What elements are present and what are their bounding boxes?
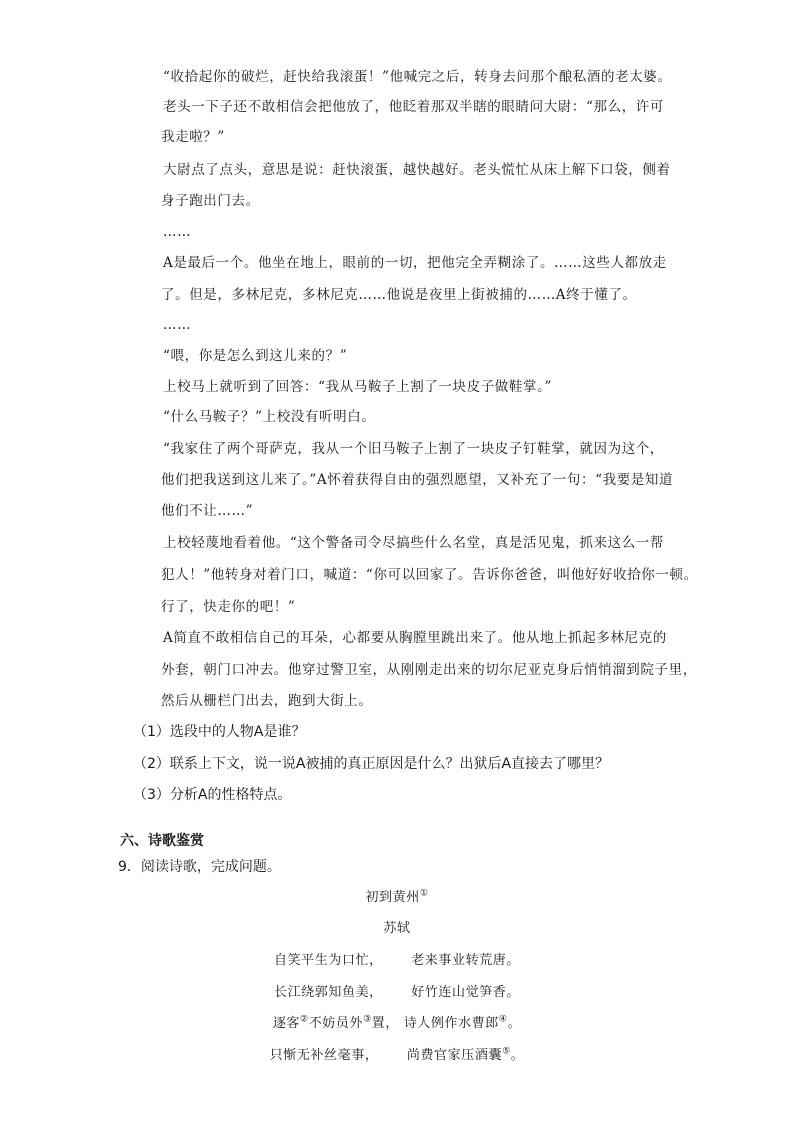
passage-line: 了。但是，多林尼克，多林尼克……他说是夜里上街被捕的……A终于懂了。: [161, 287, 637, 303]
poem-line: [0, 1015, 794, 1033]
passage-line: 老头一下子还不敢相信会把他放了，他眨着那双半瞎的眼睛问大尉：“那么，许可: [163, 99, 665, 115]
footnote-marker: ③: [363, 1014, 372, 1025]
footnote-marker: ④: [498, 1014, 508, 1025]
passage-line: A是最后一个。他坐在地上，眼前的一切，把他完全弄糊涂了。……这些人都放走: [163, 255, 667, 271]
poem-line-second-half: 好竹连山觉笋香。: [411, 985, 521, 1000]
poem-author: 苏轼: [383, 921, 411, 936]
passage-line: “我家住了两个哥萨克，我从一个旧马鞍子上割了一块皮子钉鞋掌，就因为这个，: [163, 441, 665, 457]
passage-line: 他们把我送到这儿来了。”A怀着获得自由的强烈愿望，又补充了一句：“我要是知道: [161, 472, 674, 488]
passage-ellipsis: ……: [163, 224, 192, 240]
passage-line: “什么马鞍子？”上校没有听明白。: [163, 409, 376, 425]
poem-text: 置，: [371, 1016, 399, 1031]
question-9-prompt: 9．阅读诗歌，完成问题。: [118, 859, 281, 875]
poem-line-first-half: 长江绕郭知鱼美，: [273, 985, 383, 1000]
poem-text: 。: [507, 1016, 522, 1031]
poem-text: 。: [510, 1048, 525, 1063]
passage-line: 上校马上就听到了回答：“我从马鞍子上割了一块皮子做鞋掌。”: [163, 379, 552, 395]
question-1: （1）选段中的人物A是谁？: [133, 724, 306, 740]
poem-line-second-half: 老来事业转荒唐。: [411, 953, 521, 968]
passage-line: 犯人！”他转身对着门口，喊道：“你可以回家了。告诉你爸爸，叫他好好收拾你一顿。: [161, 567, 698, 583]
footnote-marker: ⑤: [502, 1046, 511, 1057]
passage-ellipsis: ……: [163, 317, 192, 333]
passage-line: 上校轻蔑地看着他。“这个警备司令尽搞些什么名堂，真是活见鬼，抓来这么一帮: [163, 535, 665, 551]
poem-title: [0, 889, 794, 907]
passage-line: 大尉点了点头，意思是说：赶快滚蛋，越快越好。老头慌忙从床上解下口袋，侧着: [163, 162, 671, 178]
passage-line: 他们不让……”: [161, 503, 254, 519]
question-3: （3）分析A的性格特点。: [133, 787, 292, 803]
poem-line: [0, 984, 794, 1002]
footnote-marker: ②: [300, 1014, 309, 1025]
passage-line: 然后从栅栏门出去，跑到大街上。: [161, 693, 373, 709]
footnote-marker: ①: [419, 888, 429, 899]
question-2: （2）联系上下文，说一说A被捕的真正原因是什么？出狱后A直接去了哪里？: [133, 756, 610, 772]
passage-line: A简直不敢相信自己的耳朵，心都要从胸膛里跳出来了。他从地上抓起多林尼克的: [163, 630, 667, 646]
poem-line-first-half: 只惭无补丝毫事，: [269, 1048, 379, 1063]
section-title: 六、诗歌鉴赏: [120, 833, 204, 849]
poem-text: 不妨员外: [308, 1016, 364, 1031]
poem-text: 诗人例作水曹郎: [403, 1016, 499, 1031]
passage-line: “喂，你是怎么到这儿来的？”: [163, 348, 348, 364]
poem-text: 逐客: [272, 1016, 301, 1031]
poem-title-text: 初到黄州: [365, 890, 420, 905]
poem-line: [0, 1047, 794, 1065]
passage-line: 我走啦？”: [161, 129, 225, 145]
poem-text: 尚费官家压酒囊: [406, 1048, 503, 1063]
passage-line: “收拾起你的破烂，赶快给我滚蛋！”他喊完之后，转身去问那个酿私酒的老太婆。: [163, 69, 672, 85]
poem-line: [0, 952, 794, 970]
passage-line: 外套，朝门口冲去。他穿过警卫室，从刚刚走出来的切尔尼亚克身后悄悄溜到院子里，: [161, 662, 697, 678]
poem-line-first-half: 自笑平生为口忙，: [273, 953, 383, 968]
passage-line: 行了，快走你的吧！”: [161, 599, 296, 615]
passage-line: 身子跑出门去。: [161, 193, 260, 209]
